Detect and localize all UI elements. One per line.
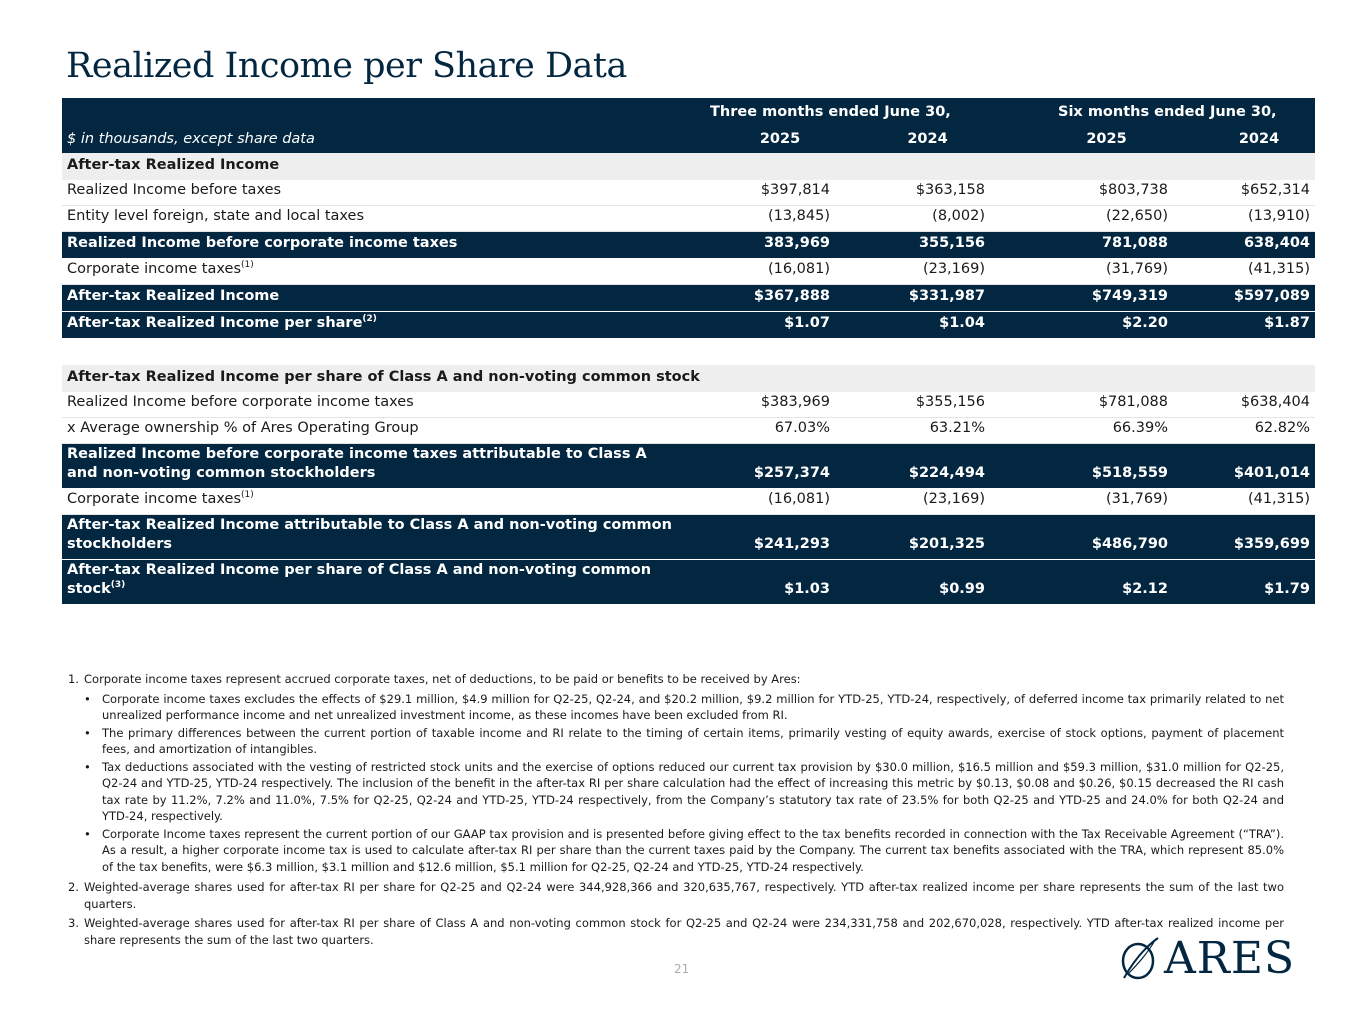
col-header: 2024 (1238, 131, 1280, 147)
table-header (62, 98, 1315, 153)
table-row (62, 206, 1315, 232)
row-value: $597,089 (1233, 288, 1310, 304)
table-row (62, 312, 1315, 339)
table-row (62, 418, 1315, 444)
footnote-ref: (1) (241, 260, 254, 271)
row-label: Corporate income taxes$^{(1)}$ (67, 260, 254, 277)
footnotes (68, 671, 1284, 951)
footnote-bullet: • Corporate Income taxes represent the current portion of our GAAP tax provision and is presented before giving effect to the tax benefits recorded in connection with the Tax Receivable Agreement (“TRA”). As a result, a higher corporate income tax is used to calculate after-tax RI per share than the current taxes paid by the Company. The current tax benefits associated with the TRA, which represent 85.0% of the tax benefits, were $6.3 million, $3.1 million and $12.6 million, $5.1 million for Q2-25, Q2-24 and YTD-25, YTD-24 respectively. (84, 826, 1284, 874)
row-value: $397,814 (760, 182, 830, 198)
row-label: After-tax Realized Income attributable to Class A and non-voting common stockholders (67, 517, 672, 552)
table-row (62, 515, 1315, 560)
row-value: $1.07 (784, 315, 830, 331)
row-value: 66.39% (1112, 420, 1168, 436)
footnote-bullet: • The primary differences between the current portion of taxable income and RI relate to the timing of certain items, primarily vesting of equity awards, exercise of stock options, payment of placement fees, and amortization of intangibles. (84, 725, 1284, 756)
table-row (62, 180, 1315, 206)
row-value: $2.20 (1122, 315, 1168, 331)
row-value: $401,014 (1233, 465, 1310, 481)
row-value: (31,769) (1105, 261, 1168, 277)
table-row (62, 444, 1315, 489)
table-row (62, 232, 1315, 259)
footnote-ref: (3) (110, 580, 126, 591)
table-row (62, 285, 1315, 312)
row-value: $486,790 (1091, 536, 1168, 552)
table-row (62, 489, 1315, 515)
header-group-three-months: Three months ended June 30, (710, 104, 951, 120)
ares-logo: ARES (1118, 933, 1295, 984)
col-header: 2025 (1086, 131, 1127, 147)
row-value: $257,374 (753, 465, 830, 481)
table-row (62, 392, 1315, 418)
row-value: (23,169) (922, 491, 985, 507)
row-label: Realized Income before corporate income taxes (67, 394, 414, 410)
row-label: Realized Income before corporate income taxes attributable to Class A and non-voting common stockholders (67, 446, 647, 481)
page-number: 21 (674, 962, 690, 976)
row-value: (23,169) (922, 261, 985, 277)
row-value: 638,404 (1243, 235, 1310, 251)
footnote-ref: (2) (362, 314, 377, 325)
header-group-six-months: Six months ended June 30, (1058, 104, 1277, 120)
row-value: 383,969 (763, 235, 830, 251)
col-header: 2025 (759, 131, 801, 147)
row-value: $359,699 (1233, 536, 1310, 552)
row-value: $781,088 (1098, 394, 1168, 410)
page-title: Realized Income per Share Data (66, 46, 627, 86)
row-value: (41,315) (1247, 491, 1310, 507)
table-row (62, 560, 1315, 605)
row-value: $652,314 (1240, 182, 1310, 198)
footnote-2: 2. Weighted-average shares used for after-tax RI per share for Q2-25 and Q2-24 were 344,928,366 and 320,635,767, respectively. YTD after-tax realized income per share represents the sum of the last two quarters. (68, 880, 1284, 911)
row-value: $331,987 (908, 288, 985, 304)
row-value: $2.12 (1122, 581, 1168, 597)
row-value: $363,158 (915, 182, 985, 198)
row-label: Realized Income before taxes (67, 182, 282, 198)
row-value: (13,845) (767, 208, 830, 224)
row-value: $803,738 (1098, 182, 1168, 198)
row-value: (16,081) (767, 491, 830, 507)
row-label: After-tax Realized Income per share$^{(2)}$ (67, 314, 377, 331)
row-value: (41,315) (1247, 261, 1310, 277)
footnote-bullet: • Tax deductions associated with the vesting of restricted stock units and the exercise of options reduced our current tax provision by $30.0 million, $16.5 million and $59.3 million, $31.0 million for Q2-25, Q2-24 and YTD-25, YTD-24 respectively. The inclusion of the benefit in the after-tax RI per share calculation had the effect of increasing this metric by $0.13, $0.08 and $0.26, $0.15 decreased the RI cash tax rate by 11.2%, 7.2% and 11.0%, 7.5% for Q2-25, Q2-24 and YTD-25, YTD-24 respectively, from the Company’s statutory tax rate of 23.5% for both Q2-25 and YTD-25 and 24.0% for both Q2-24 and YTD-24, respectively. (84, 759, 1284, 823)
row-label: Realized Income before corporate income taxes (67, 235, 458, 251)
row-value: $518,559 (1091, 465, 1168, 481)
row-value: (22,650) (1105, 208, 1168, 224)
footnote-ref: (1) (241, 490, 254, 501)
row-value: 781,088 (1101, 235, 1168, 251)
section-header: After-tax Realized Income per share of Class A and non-voting common stock (62, 365, 1315, 392)
row-value: $638,404 (1240, 394, 1310, 410)
row-label: Corporate income taxes$^{(1)}$ (67, 490, 254, 507)
row-value: 63.21% (929, 420, 985, 436)
row-value: $1.04 (939, 315, 985, 331)
row-value: $367,888 (753, 288, 830, 304)
footnote-3: 3. Weighted-average shares used for after-tax RI per share of Class A and non-voting common stock for Q2-25 and Q2-24 were 234,331,758 and 202,670,028, respectively. YTD after-tax realized income per share represents the sum of the last two quarters. (68, 916, 1284, 947)
row-value: 355,156 (918, 235, 985, 251)
footnote-1: 1. Corporate income taxes represent accrued corporate taxes, net of deductions, to be paid or benefits to be received by Ares: (68, 672, 801, 686)
col-header: 2024 (907, 131, 948, 147)
table-row (62, 259, 1315, 285)
row-value: $383,969 (760, 394, 830, 410)
row-value: $201,325 (908, 536, 985, 552)
footnote-bullet: • Corporate income taxes excludes the effects of $29.1 million, $4.9 million for Q2-25, Q2-24, and $20.2 million, $9.2 million for YTD-25, YTD-24, respectively, of deferred income tax primarily related to net unrealized performance income and net unrealized investment income, as these incomes have been excluded from RI. (84, 691, 1284, 722)
row-value: $1.87 (1264, 315, 1310, 331)
row-label: After-tax Realized Income per share of Class A and non-voting common stock$^{(3)}$ (67, 562, 652, 597)
row-value: $224,494 (908, 465, 985, 481)
row-value: (8,002) (932, 208, 985, 224)
units-label: $ in thousands, except share data (67, 131, 315, 147)
row-value: 62.82% (1254, 420, 1310, 436)
row-value: (13,910) (1247, 208, 1310, 224)
row-value: $1.79 (1264, 581, 1310, 597)
row-value: $241,293 (753, 536, 830, 552)
row-value: (31,769) (1105, 491, 1168, 507)
row-value: $355,156 (915, 394, 985, 410)
row-label: After-tax Realized Income (67, 288, 280, 304)
row-value: (16,081) (767, 261, 830, 277)
row-label: x Average ownership % of Ares Operating Group (67, 420, 419, 436)
row-value: $0.99 (939, 581, 985, 597)
realized-income-table (62, 98, 1315, 605)
section-header: After-tax Realized Income (62, 153, 1315, 180)
row-value: $1.03 (784, 581, 830, 597)
row-value: $749,319 (1091, 288, 1168, 304)
row-value: 67.03% (774, 420, 830, 436)
row-label: Entity level foreign, state and local taxes (67, 208, 365, 224)
ares-globe-icon (1118, 934, 1162, 984)
